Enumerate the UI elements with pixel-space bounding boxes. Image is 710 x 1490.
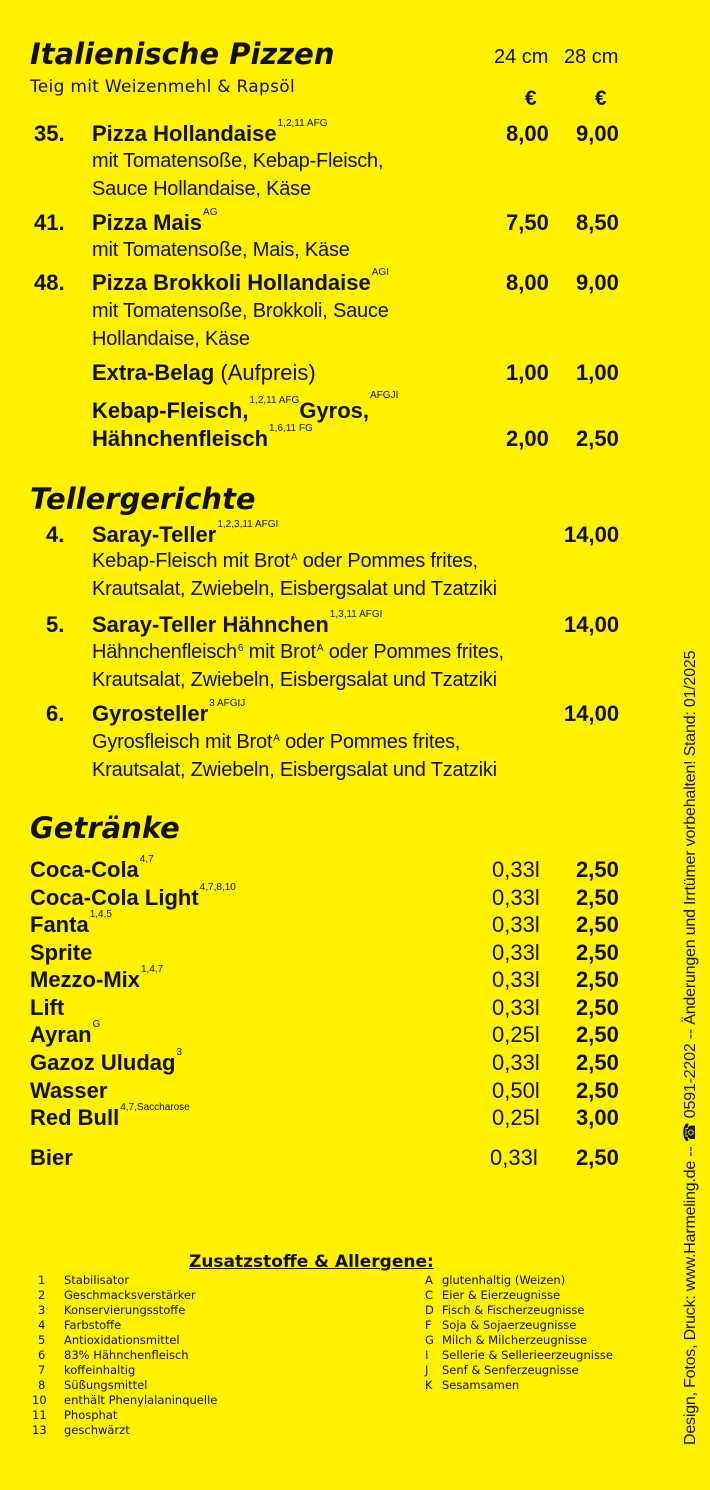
legend-item: I Sellerie & Sellerieerzeugnisse [425, 1348, 614, 1362]
drink-name-bier: Bier [30, 1145, 73, 1170]
size-small-header: 24 cm [494, 46, 549, 68]
legend-item: F Soja & Sojaerzeugnisse [425, 1318, 577, 1332]
legend-item: 6 83% Hähnchenfleisch [38, 1348, 189, 1362]
legend-additives [32, 1273, 218, 1438]
legend-item: 3 Konservierungsstoffe [38, 1303, 186, 1317]
item-description: Gyrosfleisch mit Brot$^A$ oder Pommes frites, Krautsalat, Zwiebeln, Eisbergsalat und Tzatziki [92, 731, 497, 781]
drink-name: Coca-Cola$^{4,7}$ [30, 854, 154, 882]
legend-item: 2 Geschmacksverstärker [38, 1288, 196, 1302]
price-small: 8,00 [506, 270, 549, 295]
legend-item: K Sesamsamen [425, 1378, 520, 1392]
drink-price: 3,00 [576, 1105, 619, 1130]
price-large: 9,00 [576, 121, 619, 146]
drink-name: Coca-Cola Light$^{4,7,8,10}$ [30, 882, 236, 910]
drink-name: Ayran$^G$ [30, 1019, 101, 1047]
legend-item: 11 Phosphat [32, 1408, 118, 1422]
drink-name: Fanta$^{1,4,5}$ [30, 909, 112, 937]
item-number: 4. [46, 522, 65, 547]
item-name: Gyrosteller$^{3 AFGIJ}$ [92, 698, 246, 726]
drink-price: 2,50 [576, 1078, 619, 1103]
legend-item: 1 Stabilisator [38, 1273, 130, 1287]
drink-volume: 0,25l [492, 1022, 540, 1047]
item-name: Pizza Mais$^{AG}$ [92, 207, 218, 235]
item-number: 48. [34, 270, 65, 295]
price-large: 9,00 [576, 270, 619, 295]
price: 14,00 [564, 612, 620, 637]
item-number: 35. [34, 121, 65, 146]
legend-item: 8 Süßungsmittel [38, 1378, 148, 1392]
item-description: Hähnchenfleisch$^6$ mit Brot$^A$ oder Pommes frites, Krautsalat, Zwiebeln, Eisbergsalat und Tzatziki [92, 641, 504, 691]
price: 14,00 [564, 701, 620, 726]
drink-name: Gazoz Uludag$^3$ [30, 1047, 183, 1075]
meat-extra-line2: Hähnchenfleisch$^{1,6,11 FG}$ [92, 423, 313, 451]
vertical-footer: Design, Fotos, Druck: www.Harmeling.de -- ☎ 0591-2202 -- Änderungen und Irrtümer vorbehalten! Stand: 01/2025 [682, 650, 699, 1445]
drink-volume: 0,25l [492, 1105, 540, 1130]
item-description: mit Tomatensoße, Mais, Käse [92, 239, 350, 261]
price-small: 2,00 [506, 426, 549, 451]
section-title-pizzen: Italienische Pizzen [30, 37, 335, 71]
drink-volume: 0,33l [492, 967, 540, 992]
drink-price: 2,50 [576, 940, 619, 965]
drink-price: 2,50 [576, 1022, 619, 1047]
price-small: 8,00 [506, 121, 549, 146]
item-number: 6. [46, 701, 65, 726]
drink-volume: 0,33l [492, 995, 540, 1020]
legend-item: C Eier & Eierzeugnisse [425, 1288, 561, 1302]
price-small: 7,50 [506, 210, 549, 235]
drink-name: Wasser [30, 1078, 108, 1103]
legend-title: Zusatzstoffe & Allergene: [189, 1252, 434, 1272]
item-number: 5. [46, 612, 65, 637]
price: 14,00 [564, 522, 620, 547]
item-description: mit Tomatensoße, Kebap-Fleisch, Sauce Hollandaise, Käse [92, 150, 384, 200]
currency-small: € [525, 87, 537, 110]
extra-belag-label: Extra-Belag (Aufpreis) [92, 360, 316, 385]
price-large: 2,50 [576, 426, 619, 451]
drink-volume: 0,33l [492, 857, 540, 882]
item-description: mit Tomatensoße, Brokkoli, Sauce Hollandaise, Käse [92, 300, 389, 350]
drink-price: 2,50 [576, 1050, 619, 1075]
price-large: 1,00 [576, 360, 619, 385]
legend-item: A glutenhaltig (Weizen) [425, 1273, 566, 1287]
pizzen-subtitle: Teig mit Weizenmehl & Rapsöl [30, 77, 295, 97]
legend-item: D Fisch & Fischerzeugnisse [425, 1303, 585, 1317]
phone-icon: ☎ [682, 1122, 699, 1143]
size-large-header: 28 cm [564, 46, 619, 68]
legend-item: 13 geschwärzt [32, 1423, 130, 1437]
drink-price: 2,50 [576, 1145, 619, 1170]
drink-name: Mezzo-Mix$^{1,4,7}$ [30, 964, 164, 992]
drink-price: 2,50 [576, 995, 619, 1020]
legend-item: 4 Farbstoffe [38, 1318, 122, 1332]
drink-price: 2,50 [576, 912, 619, 937]
section-title-teller: Tellergerichte [30, 482, 256, 516]
drink-price: 2,50 [576, 967, 619, 992]
price-large: 8,50 [576, 210, 619, 235]
item-number: 41. [34, 210, 65, 235]
drink-volume: 0,33l [490, 1145, 538, 1170]
legend-allergens [425, 1273, 613, 1393]
item-name: Pizza Hollandaise$^{1,2,11 AFG}$ [92, 118, 328, 146]
drink-name: Lift [30, 995, 65, 1020]
currency-large: € [595, 87, 607, 110]
legend-item: J Senf & Senferzeugnisse [425, 1363, 579, 1377]
meat-extra-line1: Kebap-Fleisch,$^{1,2,11 AFG}$Gyros,$^{AFGJI}$ [92, 390, 399, 423]
section-title-getraenke: Getränke [30, 811, 180, 845]
drink-volume: 0,33l [492, 912, 540, 937]
legend-item: 10 enthält Phenylalaninquelle [32, 1393, 218, 1407]
drink-name: Red Bull$^{4,7,Saccharose}$ [30, 1102, 190, 1130]
item-name: Saray-Teller$^{1,2,3,11 AFGI}$ [92, 519, 279, 547]
item-name: Saray-Teller Hähnchen$^{1,3,11 AFGI}$ [92, 609, 383, 637]
item-name: Pizza Brokkoli Hollandaise$^{AGI}$ [92, 267, 389, 295]
legend-item: 5 Antioxidationsmittel [38, 1333, 180, 1347]
drink-volume: 0,33l [492, 1050, 540, 1075]
price-small: 1,00 [506, 360, 549, 385]
drink-volume: 0,50l [492, 1078, 540, 1103]
drink-name: Sprite [30, 940, 93, 965]
item-description: Kebap-Fleisch mit Brot$^A$ oder Pommes frites, Krautsalat, Zwiebeln, Eisbergsalat und Tzatziki [92, 550, 497, 600]
legend-item: G Milch & Milcherzeugnisse [425, 1333, 588, 1347]
legend-item: 7 koffeinhaltig [38, 1363, 136, 1377]
drink-price: 2,50 [576, 885, 619, 910]
drink-price: 2,50 [576, 857, 619, 882]
drink-volume: 0,33l [492, 885, 540, 910]
drink-volume: 0,33l [492, 940, 540, 965]
